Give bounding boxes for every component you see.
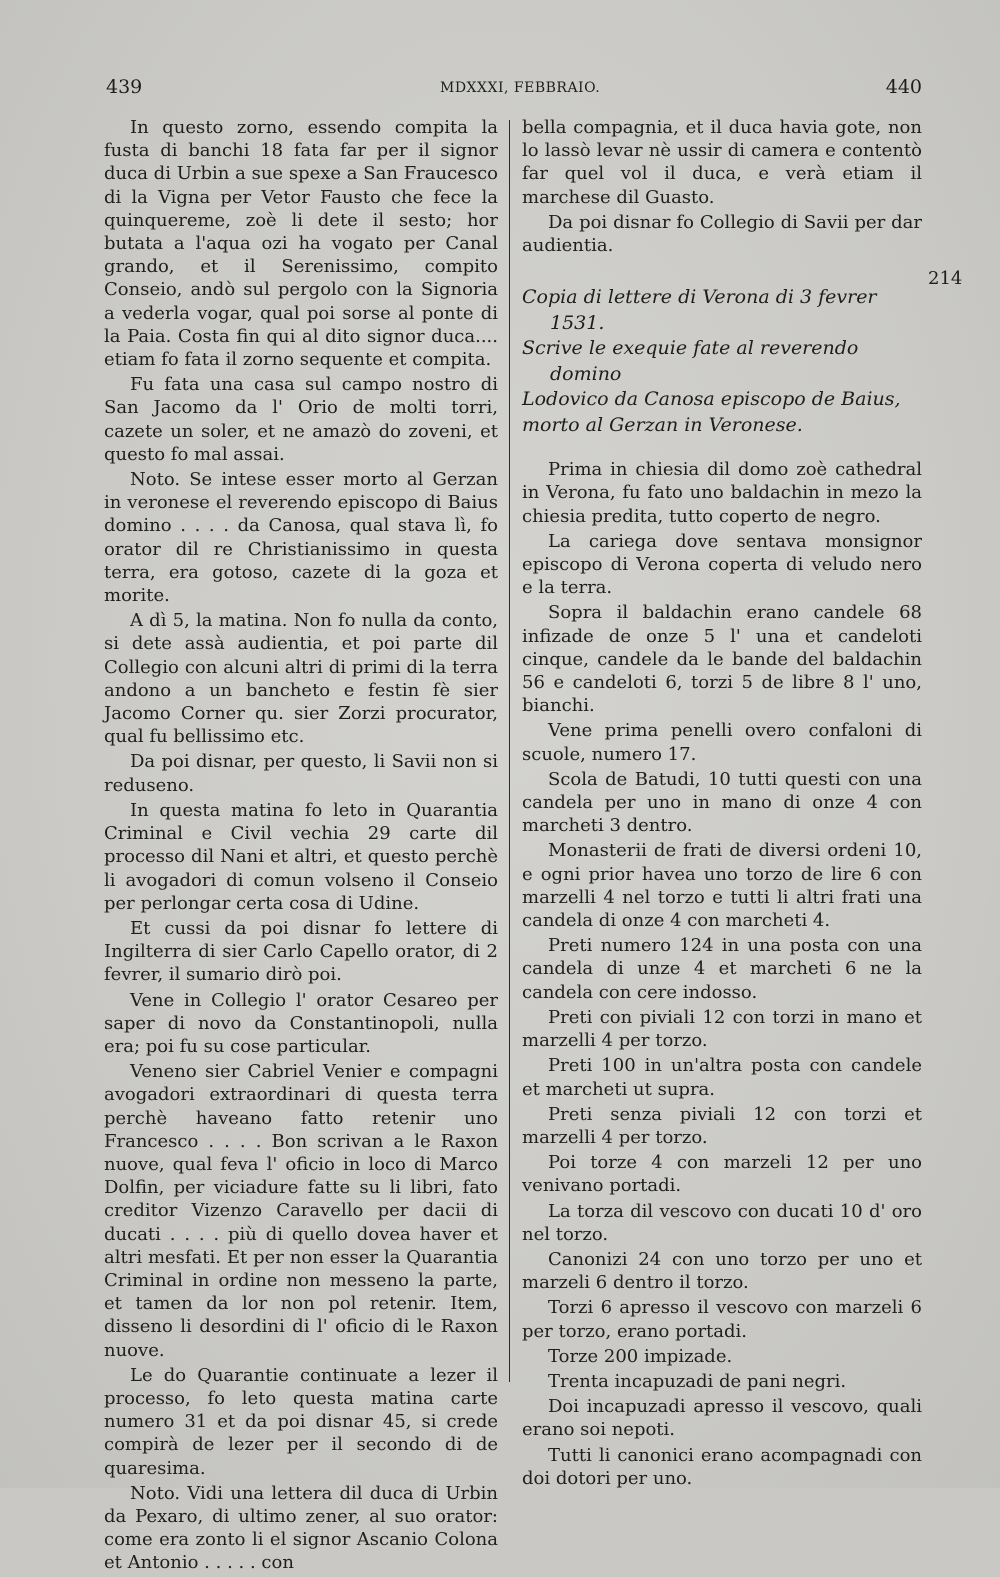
heading-line: Scrive le exequie fate al reverendo domino: [522, 337, 859, 385]
heading-line: Copia di lettere di Verona di 3 fevrer 1531.: [522, 286, 877, 334]
right-column: [522, 116, 922, 1492]
paragraph: Torzi 6 apresso il vescovo con marzeli 6 per torzo, erano portadi.: [522, 1297, 922, 1342]
left-column: [104, 116, 498, 1577]
paragraph: Da poi disnar fo Collegio di Savii per dar audientia.: [522, 211, 922, 257]
letter-heading: [522, 285, 922, 438]
paragraph: Fu fata una casa sul campo nostro di San Jacomo da l' Orio de molti torri, cazete un soler, et ne amazò do zoveni, et questo fo mal assai.: [104, 374, 498, 465]
paragraph: La cariega dove sentava monsignor episcopo di Verona coperta di veludo nero e la terra.: [522, 530, 922, 599]
paragraph: Sopra il baldachin erano candele 68 infizade de onze 5 l' una et candeloti cinque, candele da le bande del baldachin 56 e candeloti 6, torzi 5 de libre 8 l' uno, bianchi.: [522, 602, 922, 717]
heading-line: Lodovico da Canosa episcopo de Baius,: [522, 388, 901, 411]
column-divider: [509, 120, 510, 1382]
paragraph: Noto. Vidi una lettera dil duca di Urbin da Pexaro, di ultimo zener, al suo orator: come era zonto li el signor Ascanio Colona et Antonio . . . . . con: [104, 1482, 498, 1574]
paragraph: Preti con piviali 12 con torzi in mano et marzelli 4 per torzo.: [522, 1006, 922, 1052]
paragraph: Poi torze 4 con marzeli 12 per uno venivano portadi.: [522, 1152, 922, 1197]
running-title: MDXXXI, FEBBRAIO.: [440, 80, 601, 96]
paragraph: Scola de Batudi, 10 tutti questi con una candela per uno in mano di onze 4 con marcheti 3 dentro.: [522, 768, 922, 837]
page-number-right: 440: [885, 76, 922, 98]
paragraph: Preti numero 124 in una posta con una candela di unze 4 et marcheti 6 ne la candela con cere indosso.: [522, 935, 922, 1003]
paragraph: Preti 100 in un'altra posta con candele et marcheti ut supra.: [522, 1055, 922, 1100]
paragraph: Veneno sier Cabriel Venier e compagni avogadori extraordinari di questa terra perchè haveano fatto retenir uno Francesco . . . . Bon scrivan a le Raxon nuove, qual feva l' oficio in loco di Marco Dolfin, per viciadure fatte su li libri, fato creditor Vizenzo Caravello per dacii di ducati . . . . più di quello dovea haver et altri mesfati. Et per non esser la Quarantia Criminal in ordine non messeno la parte, et tamen da lor non pol retenir. Item, disseno li desordini di l' oficio di le Raxon nuove.: [104, 1061, 498, 1361]
paragraph: Le do Quarantie continuate a lezer il processo, fo leto questa matina carte numero 31 et da poi disnar 45, si crede compirà de lezer per il secondo di de quaresima.: [104, 1364, 498, 1479]
paragraph: Tutti li canonici erano acompagnadi con doi dotori per uno.: [522, 1444, 922, 1489]
paragraph: In questo zorno, essendo compita la fusta di banchi 18 fata far per il signor duca di Urbin a sue spexe a San Fraucesco di la Vigna per Vetor Fausto che fece la quinquereme, zoè li dete il sesto; hor butata a l'aqua ozi ha vogato per Canal grando, et il Serenissimo, compito Conseio, andò sul pergolo con la Signoria a vederla vogar, qual poi sorse al ponte di la Paia. Costa fin qui al dito signor duca.... etiam fo fata il zorno sequente et compita.: [104, 117, 498, 371]
paragraph: A dì 5, la matina. Non fo nulla da conto, si dete assà audientia, et poi parte dil Collegio con alcuni altri di primi di la terra andono a un bancheto e festin fè sier Jacomo Corner qu. sier Zorzi procurator, qual fu bellissimo etc.: [104, 610, 498, 748]
paragraph: Canonizi 24 con uno torzo per uno et marzeli 6 dentro il torzo.: [522, 1248, 922, 1294]
paragraph: Et cussi da poi disnar fo lettere di Ingilterra di sier Carlo Capello orator, di 2 fevrer, il sumario dirò poi.: [104, 917, 498, 986]
paragraph: Prima in chiesia dil domo zoè cathedral in Verona, fu fato uno baldachin in mezo la chiesia predita, tutto coperto de negro.: [522, 459, 922, 527]
margin-number: 214: [928, 268, 963, 289]
paragraph: Vene prima penelli overo confaloni di scuole, numero 17.: [522, 720, 922, 765]
paragraph: Preti senza piviali 12 con torzi et marzelli 4 per torzo.: [522, 1103, 922, 1148]
paragraph: Doi incapuzadi apresso il vescovo, quali erano soi nepoti.: [522, 1396, 922, 1441]
paragraph: Da poi disnar, per questo, li Savii non si reduseno.: [104, 751, 498, 796]
paragraph: Monasterii de frati de diversi ordeni 10, e ogni prior havea uno torzo de lire 6 con marzelli 4 nel torzo e tutti li altri frati una candela di onze 4 con marcheti 4.: [522, 840, 922, 932]
paragraph: bella compagnia, et il duca havia gote, non lo lassò levar nè ussir di camera e contentò far quel vol il duca, e verà etiam il marchese dil Guasto.: [522, 117, 922, 208]
right-column-top: [522, 116, 922, 257]
heading-line: morto al Gerzan in Veronese.: [522, 413, 803, 436]
right-column-bottom: [522, 458, 922, 1490]
paragraph: Trenta incapuzadi de pani negri.: [548, 1370, 847, 1392]
paragraph: Torze 200 impizade.: [548, 1345, 733, 1367]
paragraph: La torza dil vescovo con ducati 10 d' oro nel torzo.: [522, 1200, 922, 1245]
paragraph: In questa matina fo leto in Quarantia Criminal e Civil vechia 29 carte dil processo dil Nani et altri, et questo perchè li avogadori di comun volseno il Conseio per perlongar certa cosa di Udine.: [104, 799, 498, 914]
paragraph: Vene in Collegio l' orator Cesareo per saper di novo da Constantinopoli, nulla era; poi fu su cose particular.: [104, 989, 498, 1057]
page-number-left: 439: [106, 76, 143, 98]
paragraph: Noto. Se intese esser morto al Gerzan in veronese el reverendo episcopo di Baius domino . . . . da Canosa, qual stava lì, fo orator dil re Christianissimo in questa terra, era gotoso, cazete di la goza et morite.: [104, 469, 498, 607]
